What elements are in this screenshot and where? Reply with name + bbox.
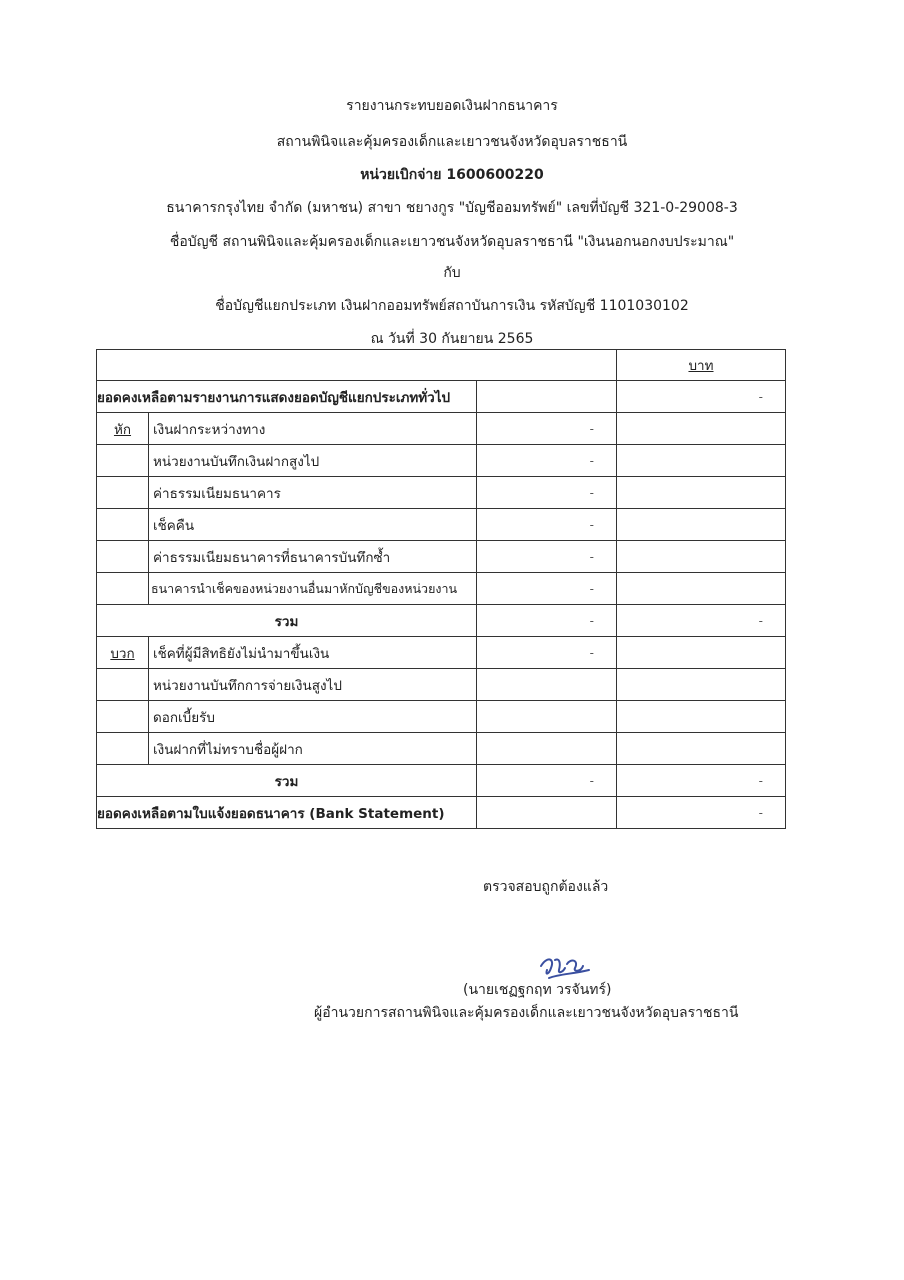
deduct-total-right: - [617,605,786,637]
add-item-label: ดอกเบี้ยรับ [149,701,477,733]
add-item-value [477,701,617,733]
table-row [97,509,786,541]
closing-balance-label: ยอดคงเหลือตามใบแจ้งยอดธนาคาร (Bank Statement) [97,797,477,829]
deduct-empty-cell [97,573,149,605]
deduct-label: หัก [113,421,132,438]
signer-name: (นายเชฏฐกฤท วรจันทร์) [463,982,612,998]
closing-balance-value: - [617,797,786,829]
add-label-cell [97,637,149,669]
deduct-item-label: เช็คคืน [149,509,477,541]
add-item-right [617,669,786,701]
opening-balance-label: ยอดคงเหลือตามรายงานการแสดงยอดบัญชีแยกประเภททั่วไป [97,381,477,413]
with-line: กับ [443,265,461,281]
signer-title: ผู้อำนวยการสถานพินิจและคุ้มครองเด็กและเยาวชนจังหวัดอุบลราชธานี [314,1005,739,1021]
add-item-label: หน่วยงานบันทึกการจ่ายเงินสูงไป [149,669,477,701]
deduct-label-cell [97,413,149,445]
deduct-item-label: ค่าธรรมเนียมธนาคารที่ธนาคารบันทึกซ้ำ [149,541,477,573]
verified-text: ตรวจสอบถูกต้องแล้ว [483,879,609,895]
deduct-item-right [617,413,786,445]
as-of-date: ณ วันที่ 30 กันยายน 2565 [370,331,534,347]
deduct-item-right [617,541,786,573]
table-row [97,637,786,669]
bank-account-line: ธนาคารกรุงไทย จำกัด (มหาชน) สาขา ชยางกูร "บัญชีออมทรัพย์" เลขที่บัญชี 321-0-29008-3 [166,200,738,216]
add-total-right: - [617,765,786,797]
add-item-right [617,733,786,765]
ledger-account-line: ชื่อบัญชีแยกประเภท เงินฝากออมทรัพย์สถาบันการเงิน รหัสบัญชี 1101030102 [215,298,689,314]
deduct-total-row [97,605,786,637]
deduct-item-value: - [477,445,617,477]
deduct-item-label: หน่วยงานบันทึกเงินฝากสูงไป [149,445,477,477]
opening-balance-value: - [617,381,786,413]
disbursement-unit: หน่วยเบิกจ่าย 1600600220 [360,167,544,183]
add-empty-cell [97,669,149,701]
deduct-empty-cell [97,509,149,541]
add-item-right [617,637,786,669]
closing-balance-row [97,797,786,829]
table-row [97,541,786,573]
add-item-value: - [477,637,617,669]
closing-balance-mid [477,797,617,829]
deduct-item-label: ค่าธรรมเนียมธนาคาร [149,477,477,509]
deduct-item-right [617,477,786,509]
deduct-item-value: - [477,509,617,541]
table-row [97,445,786,477]
table-row [97,573,786,605]
deduct-total-label: รวม [97,605,477,637]
add-item-value [477,733,617,765]
deduct-item-right [617,509,786,541]
account-name-line: ชื่อบัญชี สถานพินิจและคุ้มครองเด็กและเยาวชนจังหวัดอุบลราชธานี "เงินนอกนอกงบประมาณ" [169,234,735,250]
add-item-label: เงินฝากที่ไม่ทราบชื่อผู้ฝาก [149,733,477,765]
currency-header-cell [617,350,786,381]
table-row [97,669,786,701]
add-total-mid: - [477,765,617,797]
currency-header: บาท [688,358,714,374]
opening-balance-row [97,381,786,413]
deduct-item-value: - [477,541,617,573]
report-title: รายงานกระทบยอดเงินฝากธนาคาร [346,98,558,114]
table-row [97,733,786,765]
deduct-empty-cell [97,445,149,477]
opening-balance-mid [477,381,617,413]
table-header-row [97,350,786,381]
deduct-total-mid: - [477,605,617,637]
deduct-empty-cell [97,477,149,509]
agency-name: สถานพินิจและคุ้มครองเด็กและเยาวชนจังหวัดอุบลราชธานี [276,134,628,150]
deduct-item-right [617,573,786,605]
add-item-label: เช็คที่ผู้มีสิทธิยังไม่นำมาขึ้นเงิน [149,637,477,669]
add-empty-cell [97,701,149,733]
table-row [97,701,786,733]
add-total-row [97,765,786,797]
deduct-item-label: ธนาคารนำเช็คของหน่วยงานอื่นมาหักบัญชีของหน่วยงาน [149,573,477,605]
deduct-item-value: - [477,477,617,509]
deduct-item-right [617,445,786,477]
reconciliation-table [96,349,786,829]
add-label: บวก [110,645,135,662]
add-item-right [617,701,786,733]
table-row [97,477,786,509]
deduct-item-label: เงินฝากระหว่างทาง [149,413,477,445]
deduct-item-value: - [477,573,617,605]
deduct-item-value: - [477,413,617,445]
header-blank-cell [97,350,617,381]
table-row [97,413,786,445]
add-empty-cell [97,733,149,765]
deduct-empty-cell [97,541,149,573]
add-total-label: รวม [97,765,477,797]
add-item-value [477,669,617,701]
